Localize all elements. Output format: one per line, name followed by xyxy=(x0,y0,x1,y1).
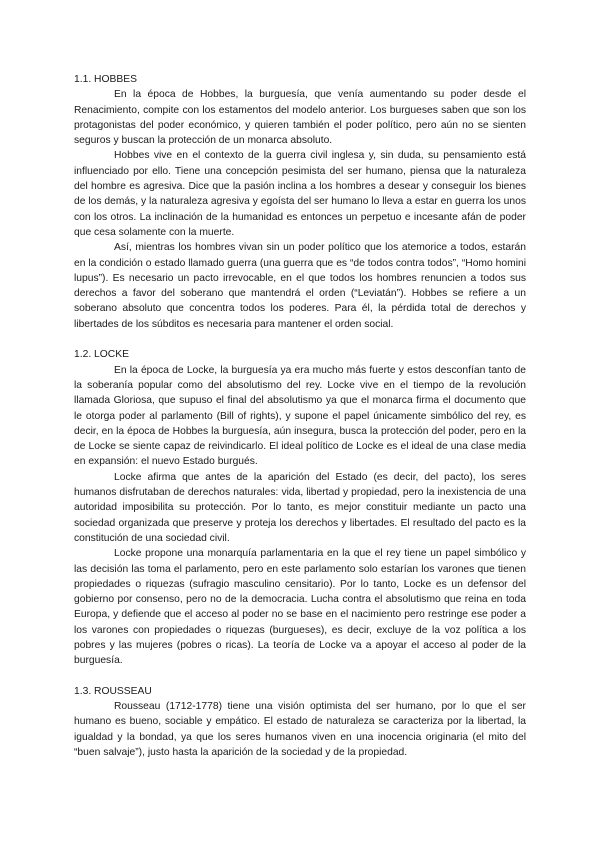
section-locke xyxy=(74,347,526,668)
paragraph: En la época de Hobbes, la burguesía, que venía aumentando su poder desde el Renacimiento, compite con los estamentos del modelo anterior. Los burgueses saben que son los protagonistas del poder económico, y quieren también el poder político, pero aún no se sienten seguros y buscan la protección de un monarca absoluto. xyxy=(74,89,526,147)
section-heading: 1.1. HOBBES xyxy=(74,74,137,85)
section-rousseau xyxy=(74,684,526,760)
section-heading: 1.3. ROUSSEAU xyxy=(74,685,152,697)
paragraph: Locke propone una monarquía parlamentaria en la que el rey tiene un papel simbólico y las decisión las toma el parlamento, pero en este parlamento solo estarían los varones que tienen propiedades o riquezas (sufragio masculino censitario). Por lo tanto, Locke es un defensor del gobierno por consenso, pero no de la democracia. Lucha contra el absolutismo que reina en toda Europa, y defiende que el acceso al poder no se base en el nacimiento pero restringe ese poder a los varones con propiedades o riquezas (burgueses), es decir, excluye de la voz política a los pobres y las mujeres (pobres o ricas). La teoría de Locke va a apoyar el acceso al poder de la burguesía. xyxy=(74,548,526,667)
paragraph: Así, mientras los hombres vivan sin un poder político que los atemorice a todos, estarán en la condición o estado llamado guerra (una guerra que es “de todos contra todos”, “Homo homini lupus”). Es necesario un pacto irrevocable, en el que todos los hombres renuncien a todos sus derechos a favor del soberano que mantendrá el orden (“Leviatán”). Hobbes se refiere a un soberano absoluto que concentra todos los poderes. Para él, la pérdida total de derechos y libertades de los súbditos es necesaria para mantener el orden social. xyxy=(74,242,526,330)
paragraph: Rousseau (1712-1778) tiene una visión optimista del ser humano, por lo que el ser humano es bueno, sociable y empático. El estado de naturaleza se caracteriza por la libertad, la igualdad y la bondad, ya que los seres humanos viven en una inocencia originaria (el mito del “buen salvaje”), justo hasta la aparición de la sociedad y de la propiedad. xyxy=(74,701,526,759)
section-hobbes xyxy=(74,72,526,332)
paragraph: Locke afirma que antes de la aparición del Estado (es decir, del pacto), los seres humanos disfrutaban de derechos naturales: vida, libertad y propiedad, pero la inexistencia de una autoridad imposibilita su protección. Por lo tanto, es mejor constituir mediante un pacto una sociedad organizada que preserve y proteja los derechos y libertades. El resultado del pacto es la constitución de una sociedad civil. xyxy=(74,471,526,544)
paragraph: En la época de Locke, la burguesía ya era mucho más fuerte y estos desconfían tanto de la soberanía popular como del absolutismo del rey. Locke vive en el tiempo de la revolución llamada Gloriosa, que supuso el final del absolutismo ya que el monarca firma el documento que le otorga poder al parlamento (Bill of rights), y supone el papel únicamente simbólico del rey, es decir, en la época de Hobbes la burguesía, aún insegura, busca la protección del poder, pero en la de Locke se siente capaz de reivindicarlo. El ideal político de Locke es el ideal de una clase media en expansión: el nuevo Estado burgués. xyxy=(74,364,526,468)
section-heading: 1.2. LOCKE xyxy=(74,349,129,361)
paragraph: Hobbes vive en el contexto de la guerra civil inglesa y, sin duda, su pensamiento está influenciado por ello. Tiene una concepción pesimista del ser humano, piensa que la naturaleza del hombre es agresiva. Dice que la pasión inclina a los hombres a desear y conseguir los bienes de los demás, y la naturaleza agresiva y egoísta del ser humano lo lleva a estar en guerra los unos con los otros. La inclinación de la humanidad es entonces un perpetuo e incesante afán de poder que cesa solamente con la muerte. xyxy=(74,150,526,238)
